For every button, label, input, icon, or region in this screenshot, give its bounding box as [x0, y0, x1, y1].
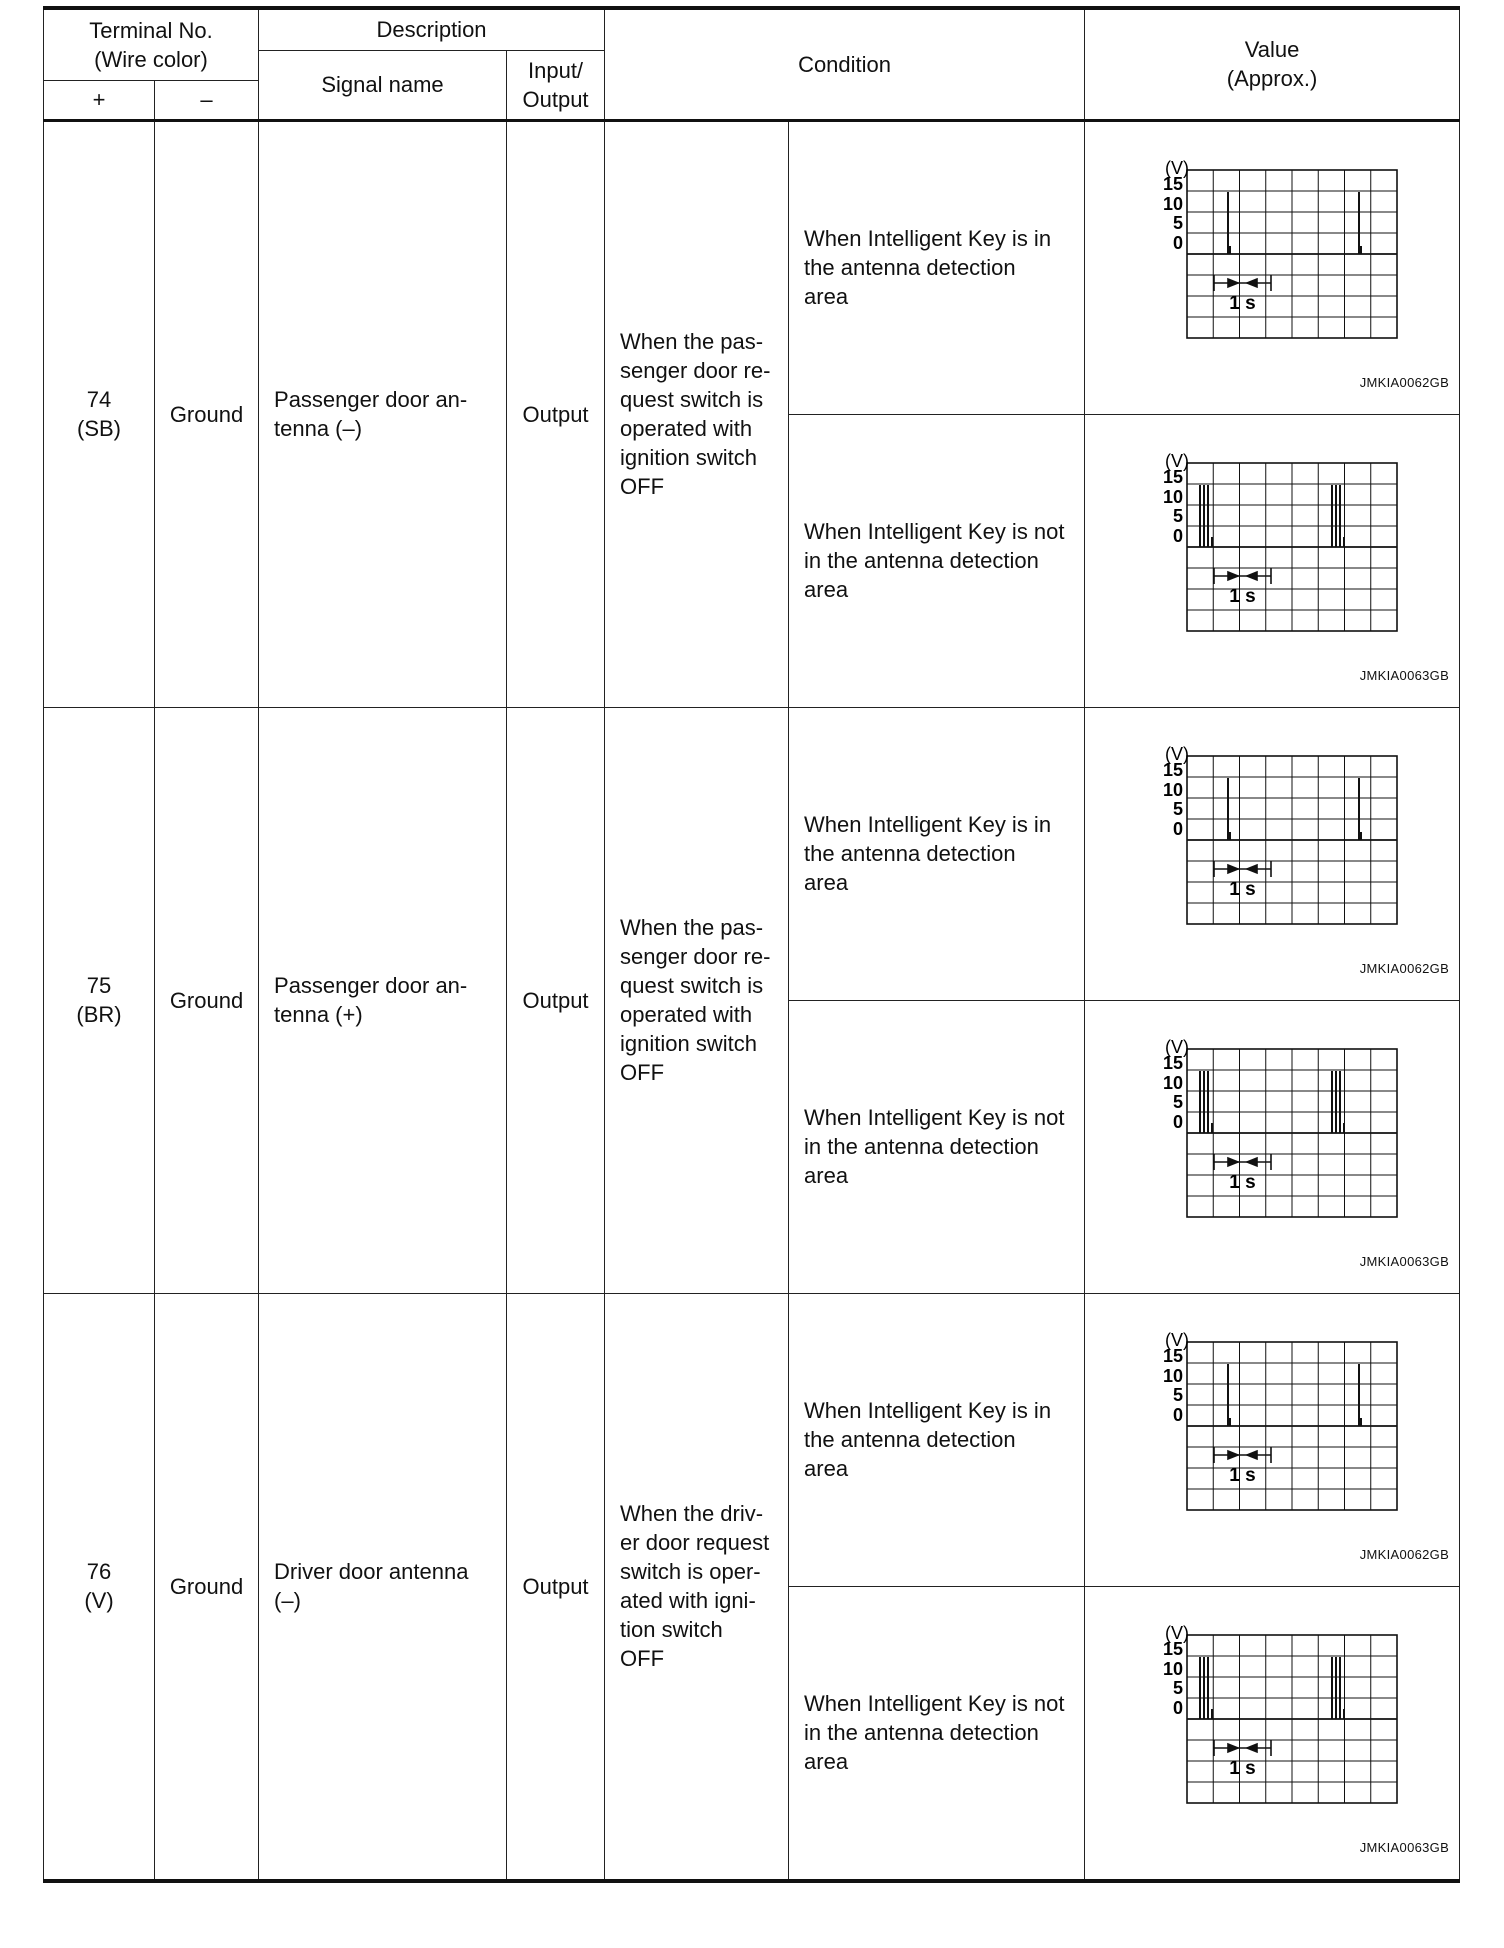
sub-condition-cell	[789, 120, 1085, 414]
sub-condition-line: area	[804, 1456, 849, 1481]
figure-code: JMKIA0063GB	[1359, 667, 1450, 683]
sub-condition-line: When Intelligent Key is not	[804, 1691, 1065, 1716]
figure-code: JMKIA0063GB	[1359, 1839, 1450, 1855]
value-cell	[1085, 414, 1460, 707]
scope-unit-label: (V)	[1165, 1331, 1190, 1350]
header-value	[1085, 8, 1460, 120]
scope-y-tick: 15	[1163, 1638, 1184, 1659]
condition-line: ignition switch	[620, 445, 757, 470]
sub-condition-cell	[789, 1000, 1085, 1293]
condition-line: quest switch is	[620, 973, 764, 998]
condition-line: switch is oper-	[620, 1559, 761, 1584]
wire-color: (SB)	[77, 416, 121, 441]
scope-y-tick: 10	[1163, 193, 1184, 214]
terminal-table	[43, 6, 1460, 1883]
sub-condition-line: the antenna detection	[804, 255, 1016, 280]
scope-grid	[1187, 463, 1397, 631]
scope-y-tick: 10	[1163, 1365, 1184, 1386]
condition-line: operated with	[620, 1002, 753, 1027]
scope-y-tick: 5	[1173, 212, 1184, 233]
scope-unit-label: (V)	[1165, 1624, 1190, 1643]
io-cell: Output	[507, 120, 605, 707]
figure-code: JMKIA0062GB	[1359, 960, 1450, 976]
scope-time-label: 1 s	[1229, 1757, 1256, 1779]
scope-y-tick: 10	[1163, 1072, 1184, 1093]
scope-waveform	[1228, 1364, 1361, 1426]
terminal-number: 74	[86, 387, 112, 412]
sub-condition-line: When Intelligent Key is in	[804, 1398, 1052, 1423]
scope-y-tick: 5	[1173, 1384, 1184, 1405]
scope-y-tick: 15	[1163, 1345, 1184, 1366]
oscilloscope-figure	[1085, 708, 1459, 1000]
signal-name-cell	[259, 1293, 507, 1881]
condition-cell	[605, 120, 789, 707]
scope-y-tick: 15	[1163, 173, 1184, 194]
io-cell: Output	[507, 707, 605, 1293]
scope-y-tick: 0	[1173, 525, 1184, 546]
signal-name-cell	[259, 707, 507, 1293]
terminal-number: 75	[86, 973, 112, 998]
scope-y-tick: 10	[1163, 1658, 1184, 1679]
condition-line: er door request	[620, 1530, 770, 1555]
scope-y-tick: 0	[1173, 818, 1184, 839]
value-cell	[1085, 1000, 1460, 1293]
signal-name-line: Passenger door an-	[274, 387, 468, 412]
terminal-cell	[44, 120, 155, 707]
condition-line: tion switch	[620, 1617, 723, 1642]
scope-time-marker	[1214, 275, 1271, 291]
header-terminal-label: Terminal No.	[89, 17, 213, 43]
oscilloscope-figure	[1085, 1001, 1459, 1293]
sub-condition-line: When Intelligent Key is not	[804, 519, 1065, 544]
figure-code: JMKIA0062GB	[1359, 374, 1450, 390]
header-plus: +	[44, 80, 155, 120]
header-input-output	[507, 50, 605, 120]
condition-line: OFF	[620, 1646, 665, 1671]
scope-waveform	[1200, 1071, 1344, 1133]
scope-grid	[1187, 170, 1397, 338]
condition-cell	[605, 707, 789, 1293]
scope-svg	[1125, 1039, 1425, 1219]
table-row	[44, 707, 1460, 1000]
terminal-cell	[44, 707, 155, 1293]
condition-line: senger door re-	[620, 944, 771, 969]
scope-y-tick: 10	[1163, 486, 1184, 507]
table-row	[44, 120, 1460, 414]
scope-svg	[1125, 453, 1425, 633]
value-cell	[1085, 120, 1460, 414]
sub-condition-line: area	[804, 1163, 849, 1188]
scope-y-tick: 5	[1173, 505, 1184, 526]
sub-condition-line: area	[804, 577, 849, 602]
scope-y-tick: 0	[1173, 1697, 1184, 1718]
sub-condition-cell	[789, 707, 1085, 1000]
signal-name-line: tenna (+)	[274, 1002, 363, 1027]
sub-condition-cell	[789, 1293, 1085, 1586]
terminal-cell	[44, 1293, 155, 1881]
signal-name-line: Passenger door an-	[274, 973, 468, 998]
oscilloscope-figure	[1085, 1587, 1459, 1879]
sub-condition-line: When Intelligent Key is not	[804, 1105, 1065, 1130]
sub-condition-line: in the antenna detection	[804, 548, 1039, 573]
header-value-label: Value	[1244, 37, 1300, 63]
condition-line: operated with	[620, 416, 753, 441]
sub-condition-line: in the antenna detection	[804, 1720, 1039, 1745]
scope-y-tick: 0	[1173, 1111, 1184, 1132]
header-wire-color-label: (Wire color)	[94, 46, 208, 72]
ground-cell: Ground	[155, 1293, 259, 1881]
signal-name-line: tenna (–)	[274, 416, 363, 441]
terminal-number: 76	[86, 1559, 112, 1584]
scope-grid	[1187, 1049, 1397, 1217]
scope-waveform	[1200, 485, 1344, 547]
scope-unit-label: (V)	[1165, 1038, 1190, 1057]
scope-svg	[1125, 746, 1425, 926]
scope-time-label: 1 s	[1229, 585, 1256, 607]
scope-time-marker	[1214, 861, 1271, 877]
scope-y-tick: 0	[1173, 1404, 1184, 1425]
sub-condition-line: the antenna detection	[804, 841, 1016, 866]
wire-color: (BR)	[76, 1002, 122, 1027]
oscilloscope-figure	[1085, 1294, 1459, 1586]
value-cell	[1085, 1293, 1460, 1586]
scope-y-tick: 10	[1163, 779, 1184, 800]
scope-time-marker	[1214, 1740, 1271, 1756]
scope-svg	[1125, 1625, 1425, 1805]
signal-name-line: Driver door antenna	[274, 1559, 469, 1584]
sub-condition-line: area	[804, 284, 849, 309]
sub-condition-cell	[789, 414, 1085, 707]
header-terminal-no	[44, 8, 259, 80]
condition-line: When the driv-	[620, 1501, 764, 1526]
scope-grid	[1187, 1342, 1397, 1510]
scope-waveform	[1200, 1657, 1344, 1719]
signal-name-line: (–)	[274, 1588, 301, 1613]
condition-line: ignition switch	[620, 1031, 757, 1056]
oscilloscope-figure	[1085, 415, 1459, 707]
header-input-label: Input/	[528, 57, 584, 83]
header-signal-name: Signal name	[259, 50, 507, 120]
scope-time-label: 1 s	[1229, 878, 1256, 900]
wire-color: (V)	[84, 1588, 114, 1613]
scope-svg	[1125, 160, 1425, 340]
scope-y-tick: 5	[1173, 798, 1184, 819]
condition-line: ated with igni-	[620, 1588, 756, 1613]
sub-condition-line: the antenna detection	[804, 1427, 1016, 1452]
figure-code: JMKIA0063GB	[1359, 1253, 1450, 1269]
sub-condition-line: When Intelligent Key is in	[804, 226, 1052, 251]
condition-line: senger door re-	[620, 358, 771, 383]
scope-unit-label: (V)	[1165, 159, 1190, 178]
scope-unit-label: (V)	[1165, 745, 1190, 764]
scope-time-marker	[1214, 1154, 1271, 1170]
header-output-label: Output	[522, 86, 589, 112]
value-cell	[1085, 1586, 1460, 1881]
value-cell	[1085, 707, 1460, 1000]
scope-y-tick: 15	[1163, 1052, 1184, 1073]
oscilloscope-figure	[1085, 122, 1459, 414]
figure-code: JMKIA0062GB	[1359, 1546, 1450, 1562]
io-cell: Output	[507, 1293, 605, 1881]
table-row	[44, 1293, 1460, 1586]
condition-line: OFF	[620, 474, 665, 499]
sub-condition-cell	[789, 1586, 1085, 1881]
scope-time-marker	[1214, 568, 1271, 584]
signal-name-cell	[259, 120, 507, 707]
condition-line: When the pas-	[620, 915, 764, 940]
condition-cell	[605, 1293, 789, 1881]
scope-grid	[1187, 756, 1397, 924]
sub-condition-line: area	[804, 1749, 849, 1774]
scope-waveform	[1228, 192, 1361, 254]
scope-time-label: 1 s	[1229, 292, 1256, 314]
scope-y-tick: 5	[1173, 1677, 1184, 1698]
header-approx-label: (Approx.)	[1226, 66, 1318, 92]
scope-grid	[1187, 1635, 1397, 1803]
sub-condition-line: in the antenna detection	[804, 1134, 1039, 1159]
scope-time-marker	[1214, 1447, 1271, 1463]
sub-condition-line: area	[804, 870, 849, 895]
sub-condition-line: When Intelligent Key is in	[804, 812, 1052, 837]
scope-y-tick: 15	[1163, 759, 1184, 780]
condition-line: When the pas-	[620, 329, 764, 354]
condition-line: quest switch is	[620, 387, 764, 412]
scope-svg	[1125, 1332, 1425, 1512]
scope-waveform	[1228, 778, 1361, 840]
ground-cell: Ground	[155, 707, 259, 1293]
header-minus: –	[155, 80, 259, 120]
scope-unit-label: (V)	[1165, 452, 1190, 471]
header-description: Description	[259, 8, 605, 50]
scope-y-tick: 15	[1163, 466, 1184, 487]
scope-y-tick: 0	[1173, 232, 1184, 253]
ground-cell: Ground	[155, 120, 259, 707]
scope-time-label: 1 s	[1229, 1171, 1256, 1193]
condition-line: OFF	[620, 1060, 665, 1085]
header-condition: Condition	[605, 8, 1085, 120]
scope-y-tick: 5	[1173, 1091, 1184, 1112]
scope-time-label: 1 s	[1229, 1464, 1256, 1486]
